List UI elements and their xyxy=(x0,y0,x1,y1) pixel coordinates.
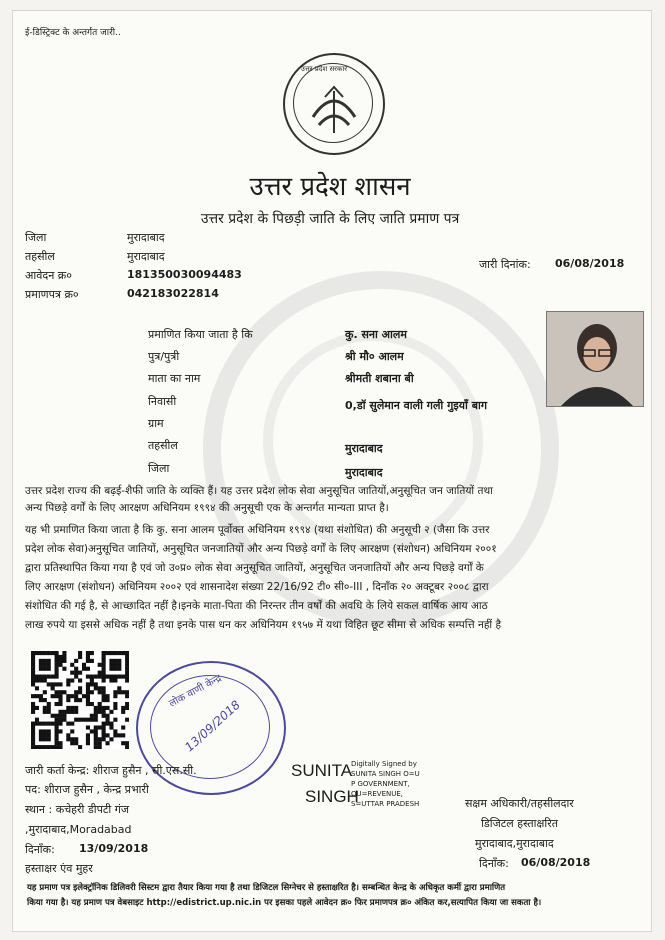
authority-place: मुरादाबाद,मुरादाबाद xyxy=(475,837,554,850)
digital-sign-name1: SUNITA xyxy=(291,761,353,780)
tehsil-value: मुरादाबाद xyxy=(127,250,165,263)
application-number: 181350030094483 xyxy=(127,268,242,281)
certified-label: प्रमाणित किया जाता है कि xyxy=(148,328,253,341)
issuer-center: जारी कर्ता केन्द्र: शीराज हुसैन , सी.एस.सी. xyxy=(25,764,197,777)
tehsil-label: तहसील xyxy=(25,250,55,263)
para1-line1: उत्तर प्रदेश राज्य की बढ़ई-शैफी जाति के व्यक्ति हैं। यह उत्तर प्रदेश लोक सेवा अनुसूचित जातियों,अनुसूचित जन जातियों तथा xyxy=(25,485,493,497)
digital-sign-detail4: OU=REVENUE, xyxy=(351,790,404,798)
village-label: ग्राम xyxy=(148,417,164,430)
father-name: श्री मौ० आलम xyxy=(345,350,404,363)
authority-signed: डिजिटल हस्ताक्षरित xyxy=(481,817,558,830)
authority-title: सक्षम अधिकारी/तहसीलदार xyxy=(465,797,574,810)
footer-line1: यह प्रमाण पत्र इलेक्ट्रॉनिक डिलिवरी सिस्टम द्वारा तैयार किया गया है तथा डिजिटल सिग्नेचर से हस्ताक्षरित है। सम्बन्धित केन्द्र के अधिकृत कर्मी द्वारा प्रमाणित xyxy=(27,883,506,893)
person-photo-icon xyxy=(547,312,643,406)
para1-line2: अन्य पिछड़े वर्गों के लिए आरक्षण अधिनियम १९९४ की अनुसूची एक के अन्तर्गत मान्यता प्राप्त है। xyxy=(25,502,389,514)
certificate-label: प्रमाणपत्र क्र० xyxy=(25,288,79,301)
para2-line4: लिए आरक्षण (संशोधन) अधिनियम २००२ एवं शासनादेश संख्या 22/16/92 टी० सी०-III , दिनाँक २० अक्टूबर २००८ द्वारा xyxy=(25,581,489,593)
person-district-label: जिला xyxy=(148,462,170,475)
digital-sign-details xyxy=(351,759,420,809)
district-label: जिला xyxy=(25,231,47,244)
person-district-value: मुरादाबाद xyxy=(345,466,383,479)
stamp-text: लोक वाणी केन्द्र xyxy=(167,672,224,710)
issuer-sign-line: हस्ताक्षर एंव मुहर xyxy=(25,862,93,875)
top-note: ई-डिस्ट्रिक्ट के अन्तर्गत जारी.. xyxy=(25,28,121,38)
authority-date-value: 06/08/2018 xyxy=(521,856,591,869)
para2-line5: संशोधित की गई है, से आच्छादित नहीं है।इनके माता-पिता की निरन्तर तीन वर्षों की अवधि के लिये सकल वार्षिक आय आठ xyxy=(25,600,488,612)
document-subtitle: उत्तर प्रदेश के पिछड़ी जाति के लिए जाति प्रमाण पत्र xyxy=(200,211,460,227)
issuer-place: स्थान : कचेहरी डीपटी गंज xyxy=(25,803,130,816)
emblem-text: उत्तर प्रदेश सरकार xyxy=(301,65,348,73)
issuer-city: ,मुरादाबाद,Moradabad xyxy=(25,823,132,836)
authority-date-label: दिनाँक: xyxy=(479,857,509,870)
digital-sign-name2: SINGH xyxy=(305,787,359,806)
para2-line6: लाख रुपये या इससे अधिक नहीं है तथा इनके पास धन कर अधिनियम १९५७ में यथा विहित छूट सीमा से अधिक सम्पत्ति नहीं है xyxy=(25,619,502,631)
mother-name: श्रीमती शबाना बी xyxy=(345,372,414,385)
issue-date-label: जारी दिनांक: xyxy=(479,258,531,271)
digital-sign-detail3: P GOVERNMENT, xyxy=(351,780,410,788)
issuer-date-label: दिनाँक: xyxy=(25,843,55,856)
issuer-post: पद: शीराज हुसैन , केन्द्र प्रभारी xyxy=(25,783,149,796)
digital-sign-detail2: SUNITA SINGH O=U xyxy=(351,770,420,778)
para2-line3: द्वारा प्रतिस्थापित किया गया है एवं जो उ०प्र० लोक सेवा अनुसूचित जातियों, अनुसूचित जनजातियों और अन्य पिछड़े वर्गों के xyxy=(25,562,484,574)
para2-line1: यह भी प्रमाणित किया जाता है कि कु. सना आलम पूर्वोक्त अधिनियम १९९४ (यथा संशोधित) की अनुसूची २ (जैसा कि उत्तर xyxy=(25,524,490,536)
document-title: उत्तर प्रदेश शासन xyxy=(249,172,411,202)
relation-label: पुत्र/पुत्री xyxy=(148,350,180,363)
para2-line2: प्रदेश लोक सेवा)अनुसूचित जातियों, अनुसूचित जनजातियों और अन्य पिछड़े वर्गों के लिए आरक्षण (संशोधन) अधिनियम २००१ xyxy=(25,543,497,555)
application-label: आवेदन क्र० xyxy=(25,269,72,282)
person-tehsil-label: तहसील xyxy=(148,439,178,452)
up-government-emblem xyxy=(283,53,385,155)
issue-date-value: 06/08/2018 xyxy=(555,257,625,270)
qr-code-icon xyxy=(31,651,129,749)
digital-sign-detail1: Digitally Signed by xyxy=(351,760,417,768)
mother-label: माता का नाम xyxy=(148,372,201,385)
digital-sign-detail5: S=UTTAR PRADESH xyxy=(351,800,420,808)
certificate-page xyxy=(12,10,652,932)
stamp-handwritten-date: 13/09/2018 xyxy=(182,697,243,755)
issuer-date-value: 13/09/2018 xyxy=(79,842,149,855)
residence-label: निवासी xyxy=(148,395,177,408)
footer-line2: किया गया है। यह प्रमाण पत्र वेबसाइट http://edistrict.up.nic.in पर इसका पहले आवेदन क्र० फिर प्रमाणपत्र क्र० अंकित कर,सत्यापित किया जा सकता है। xyxy=(27,898,542,908)
person-tehsil-value: मुरादाबाद xyxy=(345,442,383,455)
person-name: कु. सना आलम xyxy=(345,328,407,341)
qr-code xyxy=(31,651,129,749)
district-value: मुरादाबाद xyxy=(127,231,165,244)
residence-value: 0,डॉ सुलेमान वाली गली गुइयाँ बाग xyxy=(345,399,488,412)
certificate-number: 042183022814 xyxy=(127,287,219,300)
applicant-photo xyxy=(546,311,644,407)
